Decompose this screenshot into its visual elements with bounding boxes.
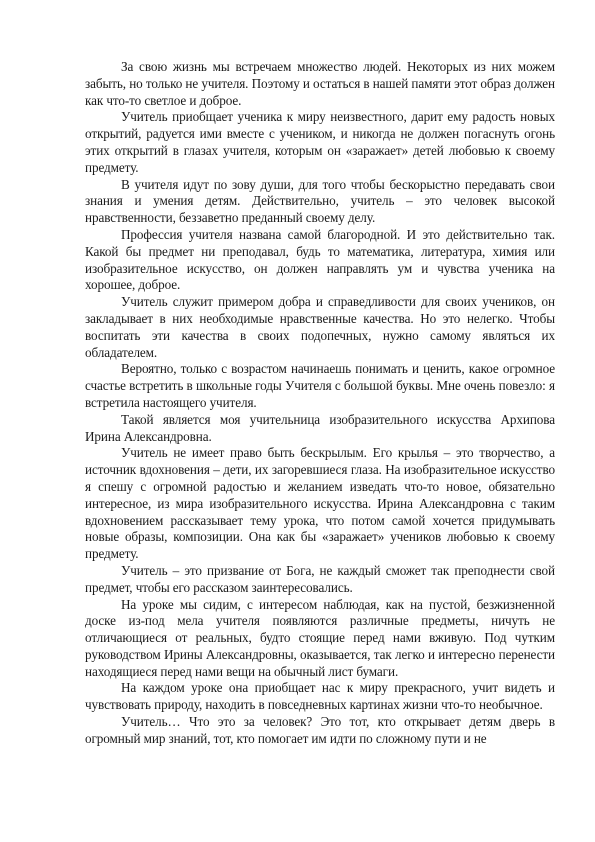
paragraph: Вероятно, только с возрастом начинаешь понимать и ценить, какое огромное счастье встретить в школьные годы Учителя с большой буквы. Мне очень повезло: я встретила настоящего учителя. [85,361,555,410]
paragraph: Учитель… Что это за человек? Это тот, кто открывает детям дверь в огромный мир знаний, тот, кто помогает им идти по сложному пути и не [85,714,555,746]
document-body [85,59,555,748]
paragraph: Учитель приобщает ученика к миру неизвестного, дарит ему радость новых открытий, радуется ими вместе с учеником, и никогда не должен погаснуть огонь этих открытий в глазах учителя, которым он «заражает» детей любовью к своему предмету. [85,109,555,175]
paragraph: Учитель – это призвание от Бога, не каждый сможет так преподнести свой предмет, чтобы его рассказом заинтересовались. [85,562,555,595]
paragraph: Учитель служит примером добра и справедливости для своих учеников, он закладывает в них необходимые нравственные качества. Но это нелегко. Чтобы воспитать эти качества в своих подопечных, нужно самому являться их обладателем. [85,294,555,360]
paragraph: За свою жизнь мы встречаем множество людей. Некоторых из них можем забыть, но только не учителя. Поэтому и остаться в нашей памяти этот образ должен как что-то светлое и доброе. [85,59,555,108]
paragraph: Профессия учителя названа самой благородной. И это действительно так. Какой бы предмет ни преподавал, будь то математика, литература, химия или изобразительное искусство, он должен направлять ум и чувства ученика на хорошее, доброе. [85,226,555,293]
paragraph: Учитель не имеет право быть бескрылым. Его крылья – это творчество, а источник вдохновения – дети, их загоревшиеся глаза. На изобразительное искусство я спешу с огромной радостью и желанием изведать что-то новое, обязательно интересное, из мира изобразительного искусства. Ирина Александровна с таким вдохновением рассказывает тему урока, что потом самой хочется придумывать новые образы, композиции. Она как бы «заражает» учеников любовью к своему предмету. [85,445,555,562]
paragraph: В учителя идут по зову души, для того чтобы бескорыстно передавать свои знания и умения детям. Действительно, учитель – это человек высокой нравственности, беззаветно преданный своему делу. [85,176,555,226]
paragraph: На уроке мы сидим, с интересом наблюдая, как на пустой, безжизненной доске из-под мела учителя появляются различные предметы, ничуть не отличающиеся от реальных, будто стоящие перед нами вживую. Под чутким руководством Ирины Александровны, оказывается, так легко и интересно перенести находящиеся перед нами вещи на обычный лист бумаги. [85,596,555,679]
paragraph: Такой является моя учительница изобразительного искусства Архипова Ирина Александровна. [85,411,555,444]
paragraph: На каждом уроке она приобщает нас к миру прекрасного, учит видеть и чувствовать природу, находить в повседневных картинах жизни что-то необычное. [85,680,555,713]
